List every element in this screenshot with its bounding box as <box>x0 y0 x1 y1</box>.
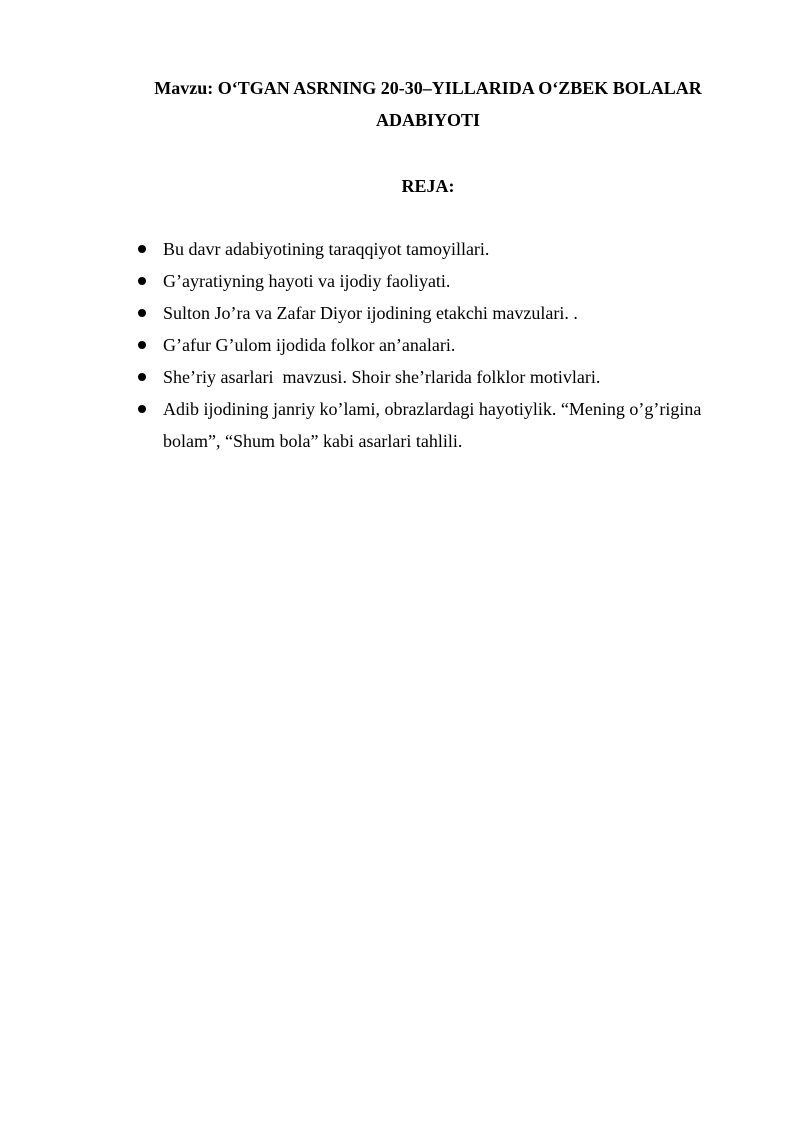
plan-item <box>136 233 736 265</box>
plan-item <box>136 361 736 393</box>
bullet-icon <box>138 277 146 285</box>
plan-item <box>136 393 736 457</box>
plan-item-text: Sulton Jo’ra va Zafar Diyor ijodining etakchi mavzulari. . <box>163 303 578 323</box>
plan-heading: REJA: <box>401 176 455 196</box>
plan-item-text: G’afur G’ulom ijodida folkor an’analari. <box>163 335 456 355</box>
bullet-icon <box>138 245 146 253</box>
bullet-icon <box>138 309 146 317</box>
bullet-icon <box>138 373 146 381</box>
bullet-icon <box>138 341 146 349</box>
plan-item <box>136 297 736 329</box>
plan-item <box>136 265 736 297</box>
plan-item <box>136 329 736 361</box>
document-title: Mavzu: O‘TGAN ASRNING 20-30–YILLARIDA O‘ZBEK BOLALAR ADABIYOTI <box>154 78 702 130</box>
plan-item-text: G’ayratiyning hayoti va ijodiy faoliyati. <box>163 271 451 291</box>
bullet-icon <box>138 405 146 413</box>
plan-item-text: Adib ijodining janriy ko’lami, obrazlardagi hayotiylik. “Mening o’g’rigina bolam”, “Shum bola” kabi asarlari tahlili. <box>163 399 702 451</box>
plan-list <box>136 233 736 457</box>
plan-item-text: She’riy asarlari mavzusi. Shoir she’rlarida folklor motivlari. <box>163 367 601 387</box>
plan-item-text: Bu davr adabiyotining taraqqiyot tamoyillari. <box>163 239 490 259</box>
